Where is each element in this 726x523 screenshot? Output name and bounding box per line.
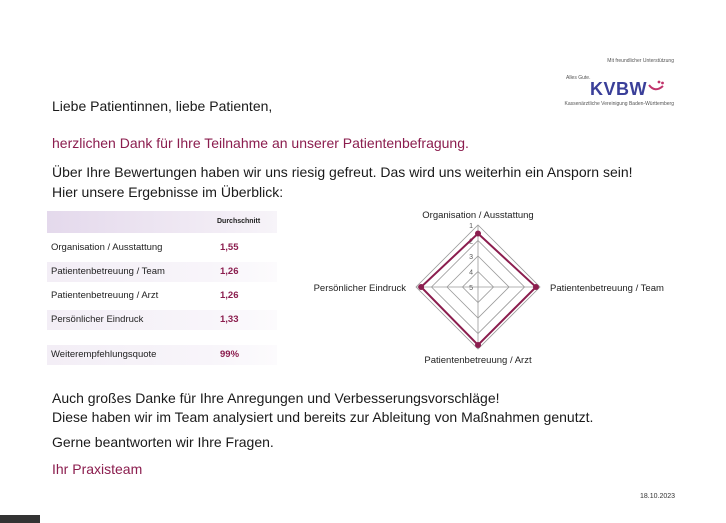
thanks-line: herzlichen Dank für Ihre Teilnahme an unserer Patientenbefragung. xyxy=(52,135,469,151)
scale-tick-label: 2 xyxy=(469,238,473,246)
feedback-paragraph xyxy=(52,389,593,427)
table-row xyxy=(47,262,277,282)
tagline: Alles Gute. xyxy=(566,75,591,81)
signature: Ihr Praxisteam xyxy=(52,461,143,477)
row-value: 1,26 xyxy=(220,290,239,301)
recommendation-label: Weiterempfehlungsquote xyxy=(51,349,157,360)
row-label: Patientenbetreuung / Team xyxy=(51,266,165,277)
data-point xyxy=(533,284,539,290)
average-column-header: Durchschnitt xyxy=(217,218,261,225)
axis-label: Patientenbetreuung / Team xyxy=(550,283,664,294)
row-value: 1,26 xyxy=(220,266,239,277)
kvbw-logo: KVBW xyxy=(590,79,647,99)
scan-edge xyxy=(0,515,40,523)
scale-tick-label: 1 xyxy=(469,223,473,230)
date-stamp: 18.10.2023 xyxy=(640,493,676,500)
intro-line-2: Hier unsere Ergebnisse im Überblick: xyxy=(52,184,284,200)
data-point xyxy=(418,284,424,290)
feedback-line-2: Diese haben wir im Team analysiert und bereits zur Ableitung von Maßnahmen genutzt. xyxy=(52,409,594,425)
scale-tick-label: 4 xyxy=(469,269,473,277)
row-label: Persönlicher Eindruck xyxy=(51,314,144,325)
questions-line: Gerne beantworten wir Ihre Fragen. xyxy=(52,434,274,450)
intro-line-1: Über Ihre Bewertungen haben wir uns riesig gefreut. Das wird uns weiterhin ein Ansporn sein! xyxy=(52,164,633,180)
series-line xyxy=(421,234,536,345)
smile-icon xyxy=(648,80,664,92)
row-label: Patientenbetreuung / Arzt xyxy=(51,290,159,301)
row-label: Organisation / Ausstattung xyxy=(51,242,163,253)
intro-paragraph xyxy=(52,162,633,202)
table-row xyxy=(47,310,277,330)
axis-label: Organisation / Ausstattung xyxy=(422,210,534,221)
feedback-line-1: Auch großes Danke für Ihre Anregungen und Verbesserungsvorschläge! xyxy=(52,390,500,406)
support-text: Mit freundlicher Unterstützung xyxy=(607,58,674,64)
kvbw-logo-block xyxy=(524,58,674,107)
results-table xyxy=(47,211,277,371)
row-value: 1,55 xyxy=(220,242,239,253)
scale-tick-label: 5 xyxy=(469,285,473,292)
radar-chart xyxy=(310,205,690,367)
table-row xyxy=(47,238,277,258)
data-point xyxy=(475,342,481,348)
axis-label: Persönlicher Eindruck xyxy=(313,283,406,294)
scale-tick-label: 3 xyxy=(469,254,473,261)
data-point xyxy=(475,231,481,237)
table-row xyxy=(47,286,277,306)
row-value: 1,33 xyxy=(220,314,239,325)
org-name: Kassenärztliche Vereinigung Baden-Württemberg xyxy=(564,101,674,107)
greeting: Liebe Patientinnen, liebe Patienten, xyxy=(52,98,273,114)
recommendation-row xyxy=(47,345,277,365)
recommendation-value: 99% xyxy=(220,349,240,360)
axis-label: Patientenbetreuung / Arzt xyxy=(424,355,532,366)
